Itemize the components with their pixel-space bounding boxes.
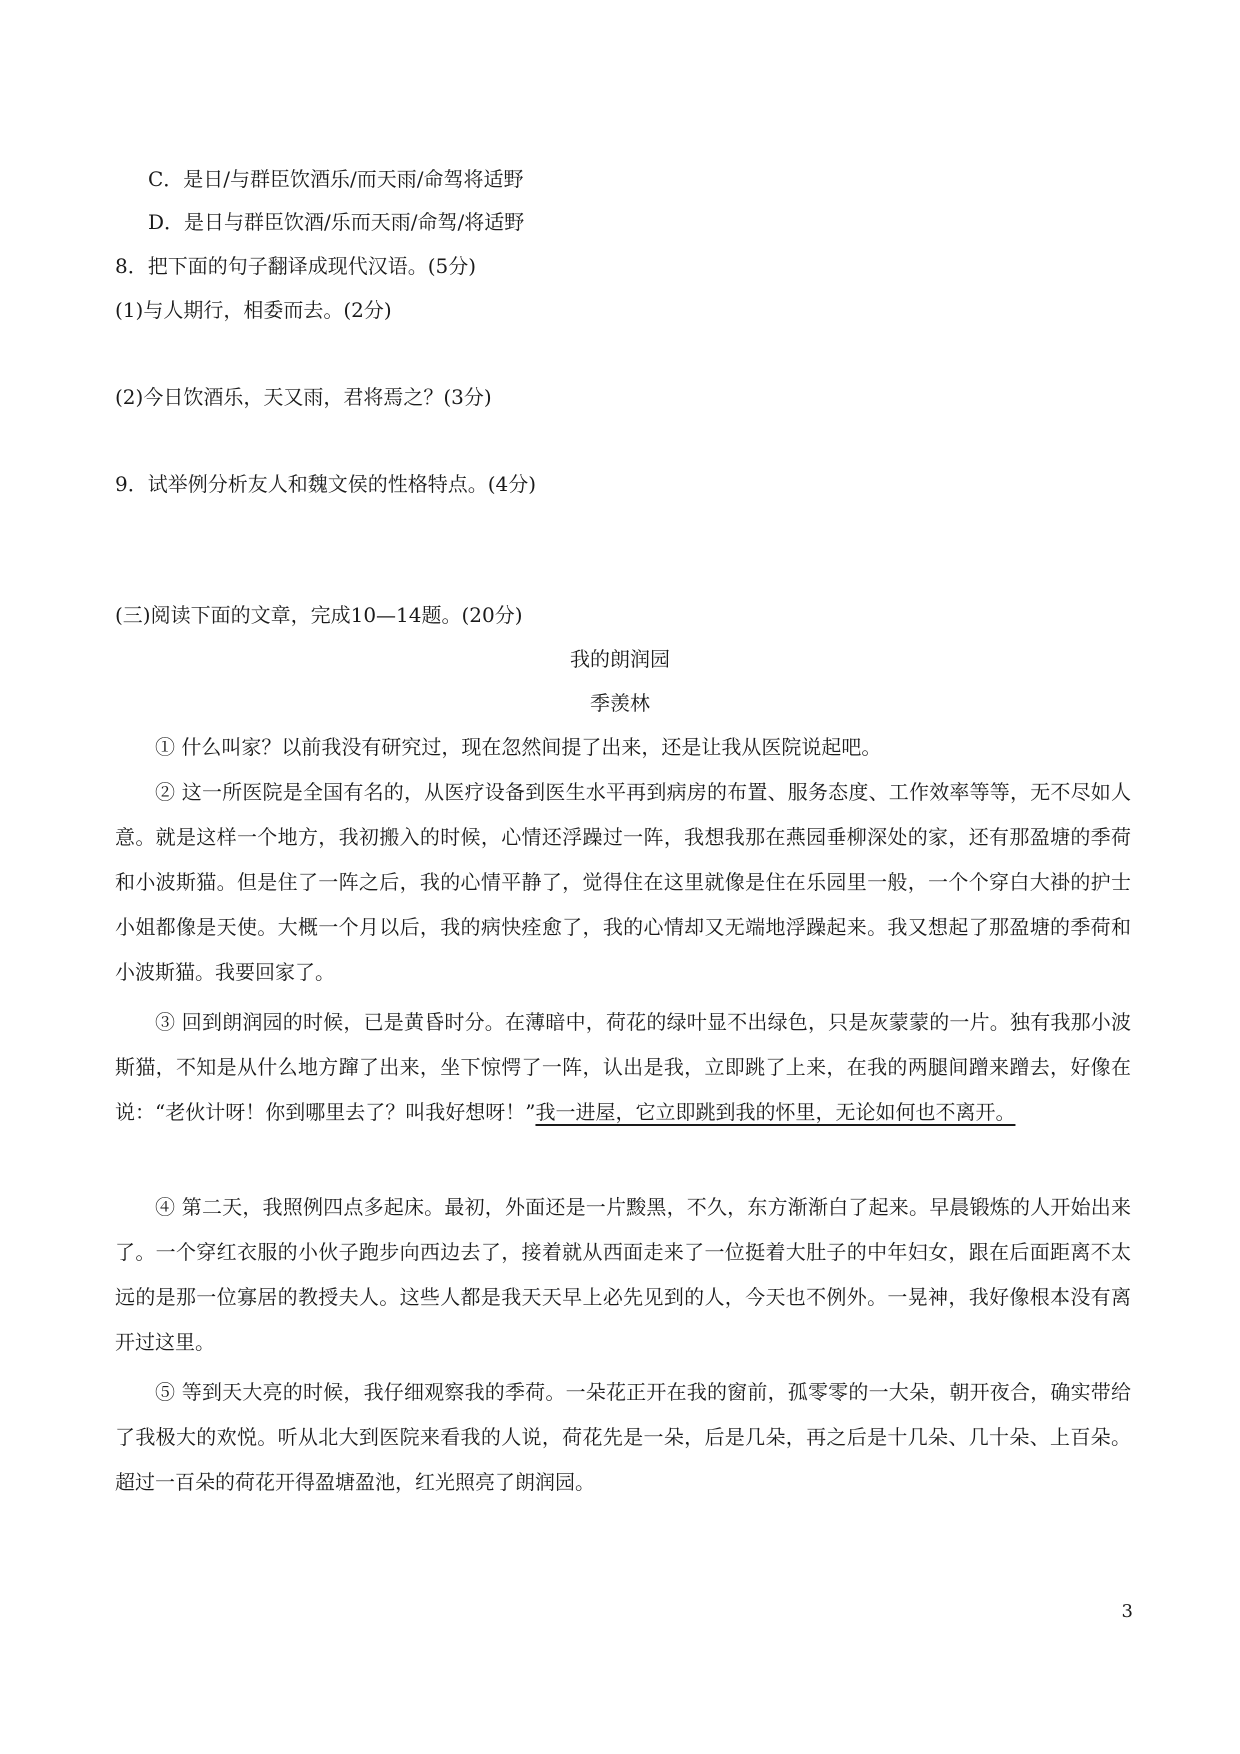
- question-8-sentence-1: (1)与人期行，相委而去。(2分): [115, 298, 392, 322]
- question-8-title: 8．把下面的句子翻译成现代汉语。(5分): [115, 254, 477, 278]
- option-d: D．是日与群臣饮酒/乐而天雨/命驾/将适野: [148, 210, 525, 234]
- page-number: 3: [1121, 1601, 1133, 1622]
- paragraph-5: ⑤ 等到天大亮的时候，我仔细观察我的季荷。一朵花正开在我的窗前，孤零零的一大朵，朝开夜合，确实带给了我极大的欢悦。听从北大到医院来看我的人说，荷花先是一朵，后是几朵，再之后是十几朵、几十朵、上百朵。超过一百朵的荷花开得盈塘盈池，红光照亮了朗润园。: [115, 1380, 1131, 1494]
- paragraph-3-underlined-sentence: 我一进屋，它立即跳到我的怀里，无论如何也不离开。: [535, 1100, 1016, 1124]
- paragraph-3: [115, 1000, 1131, 1135]
- question-9-title: 9．试举例分析友人和魏文侯的性格特点。(4分): [115, 472, 537, 496]
- section-3-intro: (三)阅读下面的文章，完成10—14题。(20分): [115, 603, 523, 627]
- paragraph-3-text: ③ 回到朗润园的时候，已是黄昏时分。在薄暗中，荷花的绿叶显不出绿色，只是灰蒙蒙的一片。独有我那小波斯猫，不知是从什么地方蹿了出来，坐下惊愕了一阵，认出是我，立即跳了上来，在我的两腿间蹭来蹭去，好像在说：“老伙计呀！你到哪里去了？叫我好想呀！”: [115, 1010, 1131, 1124]
- paragraph-1: ① 什么叫家？以前我没有研究过，现在忽然间提了出来，还是让我从医院说起吧。: [155, 735, 882, 759]
- paragraph-2: ② 这一所医院是全国有名的，从医疗设备到医生水平再到病房的布置、服务态度、工作效率等等，无不尽如人意。就是这样一个地方，我初搬入的时候，心情还浮躁过一阵，我想我那在燕园垂柳深处的家，还有那盈塘的季荷和小波斯猫。但是住了一阵之后，我的心情平静了，觉得住在这里就像是住在乐园里一般，一个个穿白大褂的护士小姐都像是天使。大概一个月以后，我的病快痊愈了，我的心情却又无端地浮躁起来。我又想起了那盈塘的季荷和小波斯猫。我要回家了。: [115, 780, 1131, 984]
- option-c: C．是日/与群臣饮酒乐/而天雨/命驾将适野: [148, 167, 524, 191]
- article-title: 我的朗润园: [570, 647, 670, 671]
- article-author: 季羡林: [590, 691, 650, 715]
- paragraph-4: ④ 第二天，我照例四点多起床。最初，外面还是一片黢黑，不久，东方渐渐白了起来。早晨锻炼的人开始出来了。一个穿红衣服的小伙子跑步向西边去了，接着就从西面走来了一位挺着大肚子的中年妇女，跟在后面距离不太远的是那一位寡居的教授夫人。这些人都是我天天早上必先见到的人，今天也不例外。一晃神，我好像根本没有离开过这里。: [115, 1195, 1131, 1354]
- question-8-sentence-2: (2)今日饮酒乐，天又雨，君将焉之？(3分): [115, 385, 492, 409]
